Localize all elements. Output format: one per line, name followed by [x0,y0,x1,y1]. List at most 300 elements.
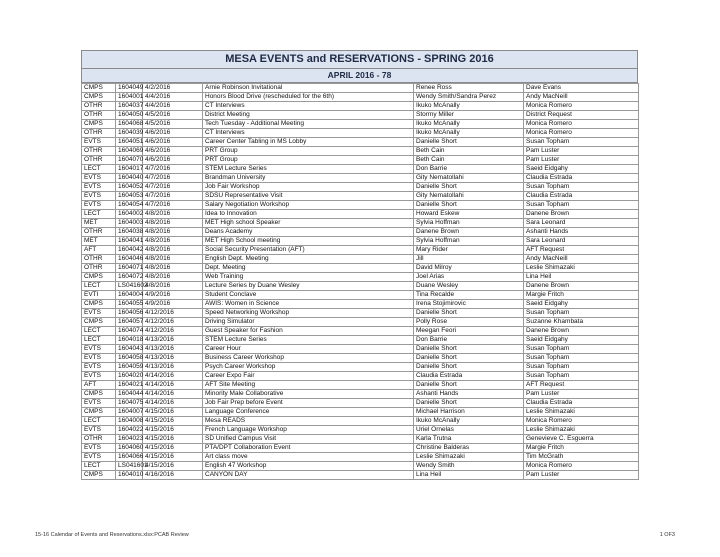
cell-date: 4/13/2016 [143,345,203,354]
cell-approver: Andy MacNeill [524,255,639,264]
cell-contact: Danielle Short [414,183,524,192]
cell-approver: Danene Brown [524,282,639,291]
table-row [82,129,639,138]
table-row [82,192,639,201]
cell-category: EVTS [82,426,116,435]
table-row [82,228,639,237]
cell-id: 1604046 [116,255,143,264]
cell-contact: Danielle Short [414,201,524,210]
cell-date: 4/14/2016 [143,399,203,408]
cell-id: 1604075 [116,399,143,408]
cell-date: 4/4/2016 [143,93,203,102]
cell-id: 1604022 [116,426,143,435]
cell-date: 4/15/2016 [143,444,203,453]
cell-event: Minority Male Collaborative [203,390,414,399]
cell-date: 4/5/2016 [143,111,203,120]
cell-date: 4/13/2016 [143,363,203,372]
cell-contact: Danene Brown [414,228,524,237]
cell-contact: Mary Rider [414,246,524,255]
table-row [82,111,639,120]
cell-category: CMPS [82,390,116,399]
cell-date: 4/15/2016 [143,417,203,426]
cell-date: 4/2/2016 [143,84,203,93]
cell-contact: Michael Harrison [414,408,524,417]
cell-event: Business Career Workshop [203,354,414,363]
table-row [82,309,639,318]
cell-contact: Howard Eskew [414,210,524,219]
table-row [82,147,639,156]
cell-category: EVTS [82,372,116,381]
cell-category: OTHR [82,156,116,165]
table-row [82,183,639,192]
cell-category: LECT [82,327,116,336]
cell-category: AFT [82,246,116,255]
cell-category: EVTS [82,201,116,210]
cell-approver: Monica Romero [524,462,639,471]
cell-contact: Danielle Short [414,363,524,372]
cell-approver: Genevieve C. Esguerra [524,435,639,444]
cell-event: CT Interviews [203,129,414,138]
table-row [82,417,639,426]
table-row [82,264,639,273]
cell-event: Honors Blood Drive (rescheduled for the 6th) [203,93,414,102]
cell-category: CMPS [82,84,116,93]
cell-date: 4/14/2016 [143,381,203,390]
cell-event: CANYON DAY [203,471,414,480]
table-row [82,138,639,147]
cell-category: EVTI [82,291,116,300]
cell-event: Job Fair Prep before Event [203,399,414,408]
table-row [82,237,639,246]
cell-id: 1604041 [116,237,143,246]
cell-event: Lecture Series by Duane Wesley [203,282,414,291]
cell-category: LECT [82,165,116,174]
table-row [82,246,639,255]
cell-approver: Monica Romero [524,417,639,426]
cell-id: 1604038 [116,228,143,237]
cell-date: 4/8/2016 [143,246,203,255]
cell-date: 4/7/2016 [143,165,203,174]
cell-contact: Wendy Smith/Sandra Perez [414,93,524,102]
table-row [82,282,639,291]
table-row [82,201,639,210]
cell-contact: Irena Stojimirovic [414,300,524,309]
table-row [82,354,639,363]
cell-approver: Danene Brown [524,327,639,336]
table-row [82,219,639,228]
cell-approver: Susan Topham [524,354,639,363]
cell-category: MET [82,219,116,228]
cell-contact: Duane Wesley [414,282,524,291]
cell-approver: Margie Fritch [524,291,639,300]
cell-id: 1604010 [116,471,143,480]
cell-id: 1604072 [116,273,143,282]
cell-id: 1604039 [116,129,143,138]
table-row [82,345,639,354]
cell-contact: Beth Cain [414,156,524,165]
cell-category: EVTS [82,309,116,318]
cell-event: PRT Group [203,156,414,165]
cell-event: Language Conference [203,408,414,417]
cell-event: Dept. Meeting [203,264,414,273]
cell-event: Career Expo Fair [203,372,414,381]
cell-approver: Susan Topham [524,201,639,210]
cell-id: 1604053 [116,192,143,201]
table-row [82,174,639,183]
cell-category: OTHR [82,255,116,264]
cell-event: SD Unified Campus Visit [203,435,414,444]
cell-category: LECT [82,336,116,345]
cell-date: 4/15/2016 [143,435,203,444]
table-row [82,102,639,111]
cell-approver: Claudia Estrada [524,192,639,201]
table-row [82,273,639,282]
cell-date: 4/8/2016 [143,210,203,219]
cell-id: 1604049 [116,84,143,93]
cell-event: Mesa READS [203,417,414,426]
table-row [82,444,639,453]
cell-event: MET High school Speaker [203,219,414,228]
cell-id: 1604057 [116,318,143,327]
table-row [82,255,639,264]
cell-approver: Monica Romero [524,102,639,111]
cell-contact: Tina Recalde [414,291,524,300]
table-row [82,372,639,381]
cell-event: French Language Workshop [203,426,414,435]
cell-id: 1604054 [116,201,143,210]
cell-date: 4/7/2016 [143,183,203,192]
cell-id: 1604071 [116,264,143,273]
cell-id: 1604044 [116,390,143,399]
cell-approver: Pam Luster [524,156,639,165]
cell-id: 1604040 [116,174,143,183]
cell-approver: AFT Request [524,246,639,255]
cell-id: 1604021 [116,381,143,390]
cell-date: 4/8/2016 [143,237,203,246]
table-row [82,435,639,444]
cell-id: 1604043 [116,345,143,354]
cell-date: 4/8/2016 [143,255,203,264]
cell-approver: Dave Evans [524,84,639,93]
cell-category: EVTS [82,345,116,354]
cell-contact: Danielle Short [414,309,524,318]
cell-approver: Ashanti Hands [524,228,639,237]
cell-contact: Don Barrie [414,165,524,174]
cell-event: Tech Tuesday - Additional Meeting [203,120,414,129]
cell-approver: Pam Luster [524,390,639,399]
cell-id: 1604068 [116,120,143,129]
cell-date: 4/9/2016 [143,300,203,309]
cell-event: English 47 Workshop [203,462,414,471]
cell-event: MET High School meeting [203,237,414,246]
cell-approver: Susan Topham [524,372,639,381]
cell-approver: Saeid Eidgahy [524,300,639,309]
cell-id: 1604008 [116,417,143,426]
cell-approver: Lina Heil [524,273,639,282]
cell-event: Career Hour [203,345,414,354]
cell-date: 4/9/2016 [143,291,203,300]
cell-contact: Sylvia Hoffman [414,237,524,246]
cell-event: District Meeting [203,111,414,120]
cell-event: STEM Lecture Series [203,165,414,174]
cell-contact: Wendy Smith [414,462,524,471]
cell-event: Salary Negotiation Workshop [203,201,414,210]
cell-approver: Suzanne Khambata [524,318,639,327]
cell-contact: Jill [414,255,524,264]
cell-category: MET [82,237,116,246]
table-row [82,120,639,129]
cell-date: 4/14/2016 [143,390,203,399]
cell-contact: Danielle Short [414,399,524,408]
cell-date: 4/13/2016 [143,336,203,345]
cell-category: EVTS [82,399,116,408]
cell-contact: Claudia Estrada [414,372,524,381]
cell-event: Arnie Robinson Invitational [203,84,414,93]
cell-category: AFT [82,381,116,390]
cell-date: 4/4/2016 [143,102,203,111]
cell-approver: Claudia Estrada [524,174,639,183]
cell-id: 1604003 [116,219,143,228]
cell-date: 4/12/2016 [143,309,203,318]
table-row [82,426,639,435]
cell-contact: Uriel Ornelas [414,426,524,435]
table-row [82,156,639,165]
cell-category: LECT [82,210,116,219]
cell-date: 4/8/2016 [143,273,203,282]
table-row [82,408,639,417]
cell-id: 1604001 [116,93,143,102]
sheet-title: MESA EVENTS and RESERVATIONS - SPRING 2016 [81,50,638,69]
table-row [82,363,639,372]
cell-event: STEM Lecture Series [203,336,414,345]
cell-id: 1604007 [116,408,143,417]
cell-approver: AFT Request [524,381,639,390]
cell-id: 1604066 [116,453,143,462]
cell-id: 1604051 [116,138,143,147]
cell-category: EVTS [82,174,116,183]
cell-category: CMPS [82,471,116,480]
cell-contact: Polly Rose [414,318,524,327]
cell-event: SDSU Representative Visit [203,192,414,201]
cell-contact: Danielle Short [414,138,524,147]
table-row [82,210,639,219]
cell-date: 4/15/2016 [143,453,203,462]
cell-date: 4/6/2016 [143,147,203,156]
cell-event: Driving Simulator [203,318,414,327]
cell-category: OTHR [82,102,116,111]
cell-date: 4/6/2016 [143,129,203,138]
cell-category: EVTS [82,183,116,192]
cell-event: Career Center Tabling in MS Lobby [203,138,414,147]
table-row [82,84,639,93]
cell-approver: Saeid Eidgahy [524,336,639,345]
cell-id: 1604017 [116,165,143,174]
cell-approver: Leslie Shimazaki [524,426,639,435]
cell-id: 1604020 [116,372,143,381]
cell-date: 4/8/2016 [143,282,203,291]
month-subtitle: APRIL 2016 - 78 [81,69,638,83]
cell-category: CMPS [82,273,116,282]
cell-date: 4/12/2016 [143,318,203,327]
cell-category: LECT [82,282,116,291]
cell-date: 4/14/2016 [143,372,203,381]
cell-approver: Saeid Eidgahy [524,165,639,174]
cell-category: CMPS [82,300,116,309]
cell-event: Deans Academy [203,228,414,237]
cell-approver: Sara Leonard [524,219,639,228]
cell-contact: Gity Nematollahi [414,192,524,201]
cell-id: 1604060 [116,444,143,453]
cell-category: CMPS [82,93,116,102]
cell-date: 4/15/2016 [143,408,203,417]
cell-approver: Leslie Shimazaki [524,264,639,273]
table-row [82,381,639,390]
cell-contact: Ashanti Hands [414,390,524,399]
cell-approver: Margie Fritch [524,444,639,453]
cell-date: 4/6/2016 [143,156,203,165]
table-row [82,291,639,300]
cell-event: AFT Site Meeting [203,381,414,390]
cell-id: 1604042 [116,246,143,255]
cell-contact: Stormy Miller [414,111,524,120]
cell-date: 4/7/2016 [143,174,203,183]
cell-category: OTHR [82,147,116,156]
cell-event: Guest Speaker for Fashion [203,327,414,336]
cell-id: LS041601 [116,462,143,471]
cell-id: 1604055 [116,300,143,309]
cell-category: OTHR [82,129,116,138]
cell-id: 1604002 [116,210,143,219]
footer-filename: 15-16 Calendar of Events and Reservations.xlsx:PCAB Review [35,532,189,538]
cell-id: 1604004 [116,291,143,300]
cell-category: EVTS [82,138,116,147]
table-row [82,336,639,345]
cell-category: OTHR [82,228,116,237]
cell-approver: Susan Topham [524,138,639,147]
cell-approver: Danene Brown [524,210,639,219]
cell-contact: Beth Cain [414,147,524,156]
cell-id: 1604070 [116,156,143,165]
cell-approver: Tim McGrath [524,453,639,462]
cell-id: 1604050 [116,111,143,120]
cell-event: PTA/DPT Collaboration Event [203,444,414,453]
footer-page-number: 1 OF3 [659,532,675,538]
cell-category: EVTS [82,354,116,363]
cell-id: 1604059 [116,363,143,372]
cell-approver: Susan Topham [524,309,639,318]
cell-event: Speed Networking Workshop [203,309,414,318]
cell-approver: Susan Topham [524,345,639,354]
cell-event: Art class move [203,453,414,462]
table-row [82,399,639,408]
table-row [82,471,639,480]
cell-event: Student Conclave [203,291,414,300]
cell-category: EVTS [82,192,116,201]
cell-event: Psych Career Workshop [203,363,414,372]
cell-approver: Monica Romero [524,129,639,138]
spreadsheet [81,50,638,480]
cell-contact: Ikuko McAnally [414,102,524,111]
cell-approver: Leslie Shimazaki [524,408,639,417]
cell-event: CT Interviews [203,102,414,111]
cell-approver: Claudia Estrada [524,399,639,408]
cell-contact: Don Barrie [414,336,524,345]
cell-event: Web Training [203,273,414,282]
cell-category: OTHR [82,264,116,273]
cell-id: 1604052 [116,183,143,192]
cell-contact: Ikuko McAnally [414,129,524,138]
table-row [82,318,639,327]
table-row [82,453,639,462]
cell-id: 1604023 [116,435,143,444]
cell-date: 4/15/2016 [143,426,203,435]
cell-approver: Andy MacNeill [524,93,639,102]
events-table [81,83,639,480]
cell-category: EVTS [82,444,116,453]
cell-event: Idea to Innovation [203,210,414,219]
cell-date: 4/7/2016 [143,201,203,210]
cell-date: 4/16/2016 [143,471,203,480]
cell-contact: David Milroy [414,264,524,273]
cell-contact: Danielle Short [414,354,524,363]
cell-contact: Ikuko McAnally [414,417,524,426]
cell-approver: Pam Luster [524,147,639,156]
cell-event: Job Fair Workshop [203,183,414,192]
cell-date: 4/15/2016 [143,462,203,471]
cell-contact: Karla Trutna [414,435,524,444]
cell-category: OTHR [82,111,116,120]
cell-date: 4/13/2016 [143,354,203,363]
cell-date: 4/8/2016 [143,219,203,228]
cell-category: CMPS [82,120,116,129]
cell-category: CMPS [82,408,116,417]
table-row [82,462,639,471]
table-row [82,327,639,336]
cell-date: 4/5/2016 [143,120,203,129]
cell-contact: Ikuko McAnally [414,120,524,129]
cell-contact: Joel Arias [414,273,524,282]
table-row [82,300,639,309]
cell-date: 4/12/2016 [143,327,203,336]
cell-id: 1604074 [116,327,143,336]
cell-contact: Meegan Feori [414,327,524,336]
cell-approver: Sara Leonard [524,237,639,246]
cell-id: 1604069 [116,147,143,156]
cell-id: 1604056 [116,309,143,318]
cell-category: EVTS [82,453,116,462]
cell-category: EVTS [82,363,116,372]
cell-approver: Susan Topham [524,363,639,372]
table-row [82,93,639,102]
cell-date: 4/7/2016 [143,192,203,201]
cell-id: 1604058 [116,354,143,363]
cell-contact: Danielle Short [414,345,524,354]
cell-category: LECT [82,417,116,426]
cell-contact: Gity Nematollahi [414,174,524,183]
cell-category: OTHR [82,435,116,444]
cell-event: Social Security Presentation (AFT) [203,246,414,255]
cell-event: PRT Group [203,147,414,156]
table-row [82,390,639,399]
cell-category: CMPS [82,318,116,327]
cell-event: AWIS: Women in Science [203,300,414,309]
cell-event: Brandman University [203,174,414,183]
table-row [82,165,639,174]
cell-contact: Renee Ross [414,84,524,93]
cell-id: LS041602 [116,282,143,291]
cell-approver: District Request [524,111,639,120]
cell-event: English Dept. Meeting [203,255,414,264]
